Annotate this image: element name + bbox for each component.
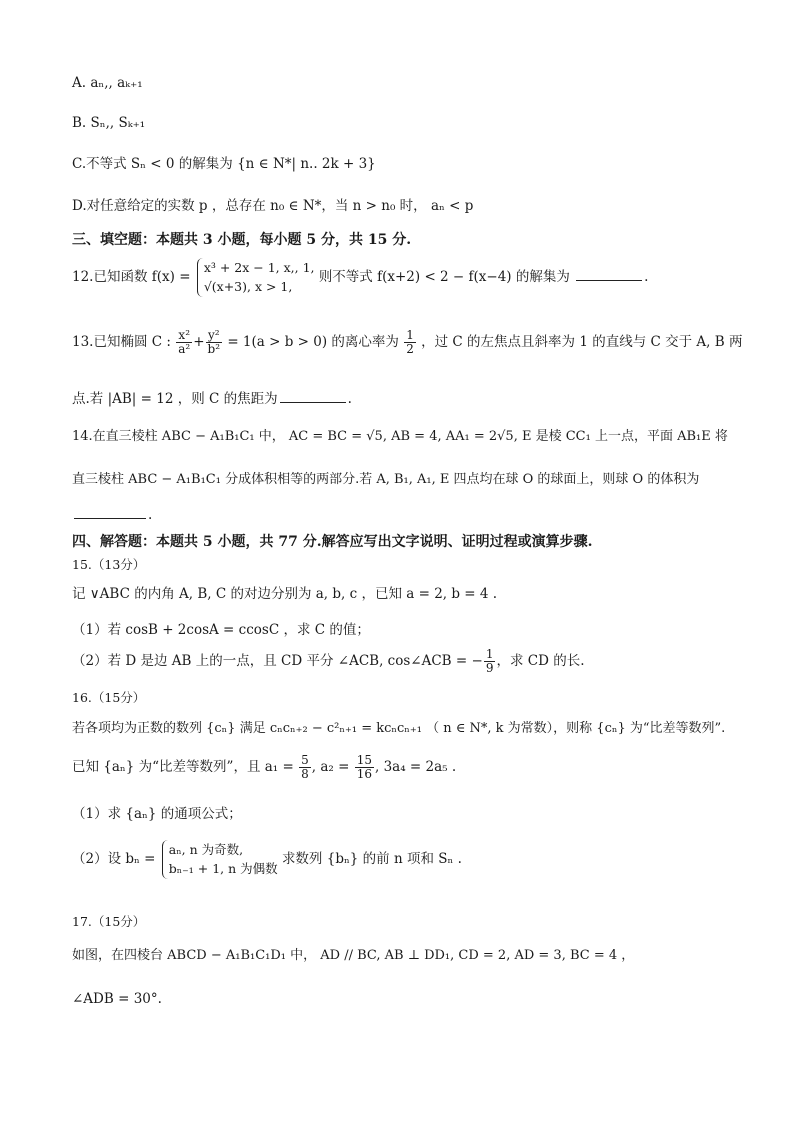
q13-fraction-x-num: x² xyxy=(176,329,192,343)
q16-given xyxy=(72,754,734,781)
q15-fraction-den: 9 xyxy=(485,661,494,676)
q12-case-2: √(x+3), x > 1, xyxy=(203,279,293,295)
q13-eccentricity-den: 2 xyxy=(406,342,414,357)
q16-fraction-a2-den: 16 xyxy=(356,767,372,782)
option-d: D.对任意给定的实数 p ，总存在 n₀ ∈ N*，当 n > n₀ 时， aₙ < p xyxy=(72,198,474,214)
q16-given-suffix: , 3a₄ = 2a₅ . xyxy=(374,759,457,776)
q15-part-2-suffix: ，求 CD 的长. xyxy=(496,653,585,670)
q15-part-2 xyxy=(72,648,734,675)
q13-fraction-x xyxy=(176,329,192,356)
q13-answer-blank[interactable] xyxy=(280,388,346,403)
q13-eccentricity xyxy=(404,329,416,356)
section-4-title: 四、解答题：本题共 5 小题，共 77 分.解答应写出文字说明、证明过程或演算步骤. xyxy=(72,534,593,550)
q14-answer-blank[interactable] xyxy=(74,504,146,519)
q16-fraction-a2 xyxy=(355,754,374,781)
q13-mid: = 1(a > b > 0) 的离心率为 xyxy=(227,334,399,351)
q13-fraction-y xyxy=(206,329,223,356)
q12-prefix: 12.已知函数 f(x) = xyxy=(72,268,191,285)
q16-case-2: bₙ₋₁ + 1, n 为偶数 xyxy=(168,861,278,877)
q13-line-2-text: 点.若 |AB| = 12 ，则 C 的焦距为 xyxy=(72,391,278,407)
q13-plus: + xyxy=(193,334,205,351)
q16-fraction-a2-num: 15 xyxy=(356,753,372,767)
q15-fraction-num: 1 xyxy=(485,647,494,661)
section-3-title: 三、填空题：本题共 3 小题，每小题 5 分，共 15 分. xyxy=(72,232,412,248)
q17-line-2: ∠ADB = 30°. xyxy=(72,991,162,1007)
q14-end: . xyxy=(148,507,153,523)
q13-eccentricity-num: 1 xyxy=(406,328,414,342)
q17-header: 17.（15分） xyxy=(72,914,146,929)
question-13-line-2 xyxy=(72,388,734,410)
q16-piecewise xyxy=(162,840,278,879)
q16-case-1: aₙ, n 为奇数, xyxy=(168,842,244,857)
question-14-line-2: 直三棱柱 ABC − A₁B₁C₁ 分成体积相等的两部分.若 A, B₁, A₁, E 四点均在球 O 的球面上，则球 O 的体积为 xyxy=(72,472,700,487)
q16-part-2-prefix: （2）设 bₙ = xyxy=(72,850,156,867)
q17-stem: 如图，在四棱台 ABCD − A₁B₁C₁D₁ 中， AD // BC, AB ⊥ DD₁, CD = 2, AD = 3, BC = 4 ， xyxy=(72,948,635,963)
q16-part-2 xyxy=(72,840,734,879)
q16-stem: 若各项均为正数的数列 {cₙ} 满足 cₙcₙ₊₂ − c²ₙ₊₁ = kcₙcₙ₊₁ （ n ∈ N*, k 为常数），则称 {cₙ} 为“比差等数列”. xyxy=(72,721,726,736)
option-b: B. Sₙ,, Sₖ₊₁ xyxy=(72,115,146,131)
q13-fraction-x-den: a² xyxy=(178,342,191,357)
q16-part-1: （1）求 {aₙ} 的通项公式； xyxy=(72,806,242,822)
q13-prefix: 13.已知椭圆 C : xyxy=(72,334,171,351)
q16-fraction-a1 xyxy=(299,754,311,781)
q12-answer-blank[interactable] xyxy=(576,266,642,281)
q16-given-prefix: 已知 {aₙ} 为“比差等数列”，且 a₁ = xyxy=(72,759,294,776)
q12-suffix: 则不等式 f(x+2) < 2 − f(x−4) 的解集为 xyxy=(318,268,570,285)
q16-fraction-a1-num: 5 xyxy=(301,753,309,767)
q12-piecewise xyxy=(197,258,315,297)
q15-stem: 记 ∨ABC 的内角 A, B, C 的对边分别为 a, b, c ，已知 a = 2, b = 4 . xyxy=(72,586,498,602)
q12-end: . xyxy=(644,268,649,285)
q15-header: 15.（13分） xyxy=(72,557,146,572)
q13-fraction-y-num: y² xyxy=(206,329,223,343)
q16-header: 16.（15分） xyxy=(72,690,146,705)
question-13 xyxy=(72,328,743,357)
question-14: 14.在直三棱柱 ABC − A₁B₁C₁ 中， AC = BC = √5, AB = 4, AA₁ = 2√5, E 是棱 CC₁ 上一点，平面 AB₁E 将 xyxy=(72,429,728,444)
q15-part-2-prefix: （2）若 D 是边 AB 上的一点，且 CD 平分 ∠ACB, cos∠ACB = − xyxy=(72,653,483,670)
q12-case-1: x³ + 2x − 1, x,, 1, xyxy=(203,260,315,275)
question-12 xyxy=(72,258,734,297)
q13-fraction-y-den: b² xyxy=(207,342,221,357)
option-c: C.不等式 Sₙ < 0 的解集为 {n ∈ N*| n.. 2k + 3} xyxy=(72,156,376,172)
question-14-line-3 xyxy=(72,504,734,526)
q16-part-2-suffix: 求数列 {bₙ} 的前 n 项和 Sₙ . xyxy=(281,850,462,867)
q16-fraction-a1-den: 8 xyxy=(301,767,309,782)
q16-given-mid: , a₂ = xyxy=(311,759,350,776)
q13-suffix: ，过 C 的左焦点且斜率为 1 的直线与 C 交于 A, B 两 xyxy=(421,334,743,351)
q13-end: . xyxy=(347,391,352,407)
option-a: A. aₙ,, aₖ₊₁ xyxy=(72,75,143,91)
q15-part-1: （1）若 cosB + 2cosA = ccosC ，求 C 的值； xyxy=(72,622,370,638)
q15-fraction xyxy=(484,648,496,675)
